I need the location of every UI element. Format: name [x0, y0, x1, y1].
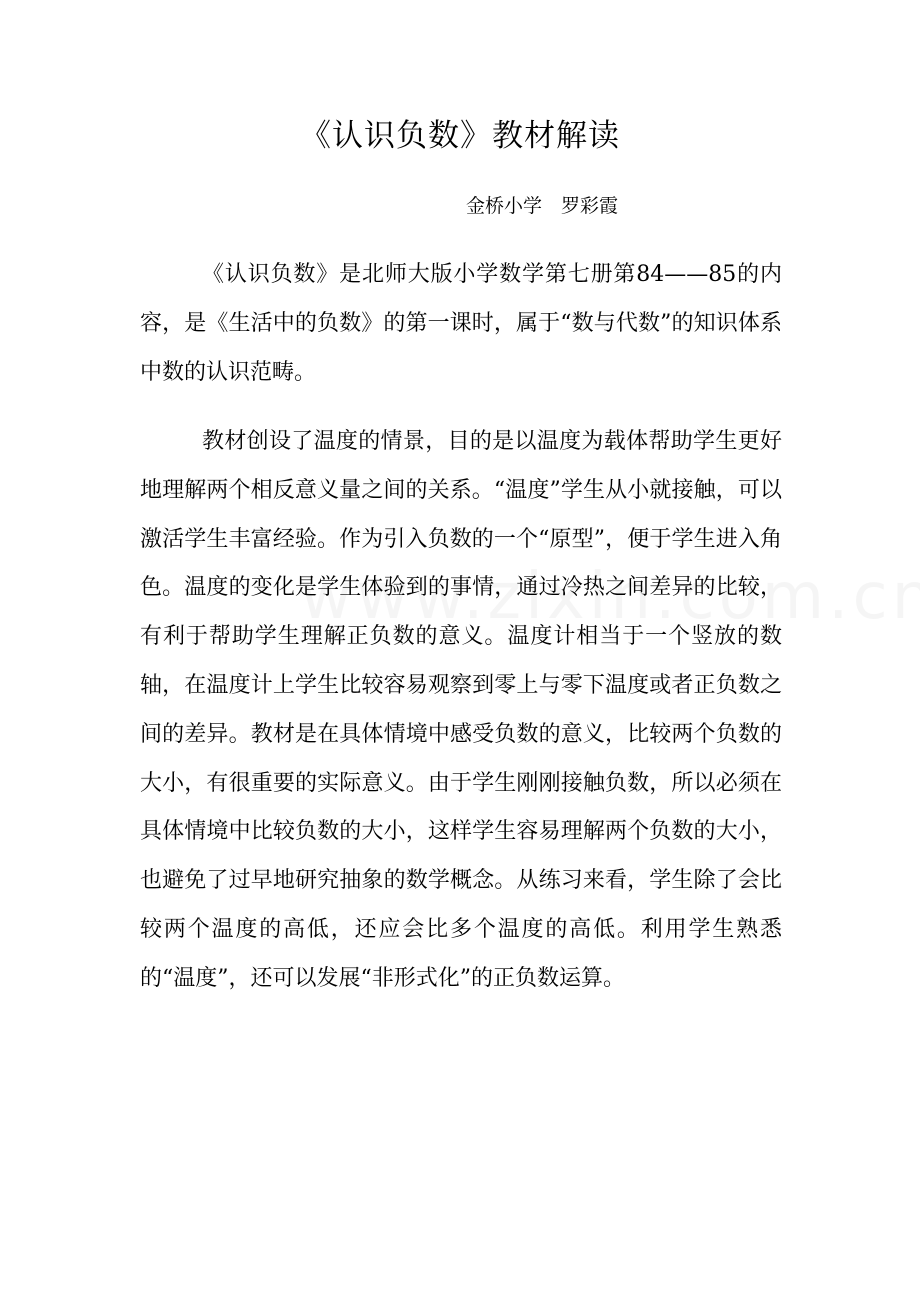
paragraph-analysis: 教材创设了温度的情景，目的是以温度为载体帮助学生更好地理解两个相反意义量之间的关系。“温度”学生从小就接触，可以激活学生丰富经验。作为引入负数的一个“原型”，便于学生进入角色。温度的变化是学生体验到的事情，通过冷热之间差异的比较，有利于帮助学生理解正负数的意义。温度计相当于一个竖放的数轴，在温度计上学生比较容易观察到零上与零下温度或者正负数之间的差异。教材是在具体情境中感受负数的意义，比较两个负数的大小，有很重要的实际意义。由于学生刚刚接触负数，所以必须在具体情境中比较负数的大小，这样学生容易理解两个负数的大小，也避免了过早地研究抽象的数学概念。从练习来看，学生除了会比较两个温度的高低，还应会比多个温度的高低。利用学生熟悉的“温度”，还可以发展“非形式化”的正负数运算。	[140, 429, 782, 991]
document-title: 《认识负数》教材解读	[300, 118, 620, 154]
paragraph-intro: 《认识负数》是北师大版小学数学第七册第84——85的内容，是《生活中的负数》的第一课时，属于“数与代数”的知识体系中数的认识范畴。	[140, 262, 782, 385]
watermark	[300, 560, 920, 634]
author-byline: 金桥小学 罗彩霞	[466, 195, 619, 217]
